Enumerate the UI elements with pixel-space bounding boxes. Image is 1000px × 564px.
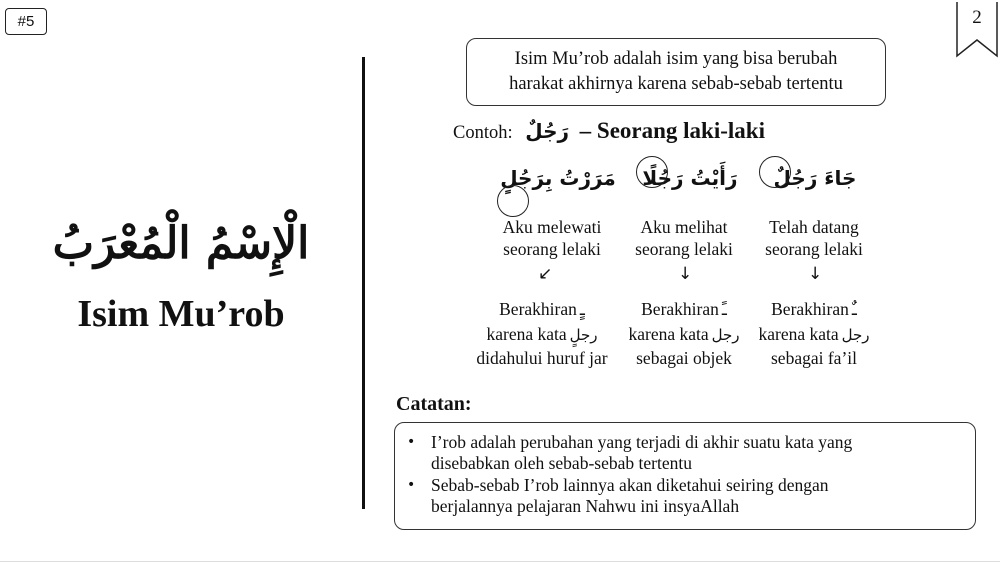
case-1-arabic: مَرَرْتُ بِرَجُلٍ bbox=[500, 166, 616, 190]
case-1-ending-circle bbox=[497, 185, 529, 217]
case-3-arrow-icon: ↓ bbox=[808, 264, 823, 284]
case-3-ending-circle bbox=[759, 156, 791, 188]
case-3-ending-label: Berakhiran bbox=[771, 299, 849, 319]
page-number: 2 bbox=[972, 7, 982, 28]
case-3-reason-detail: sebagai fa’il bbox=[771, 348, 857, 368]
case-3-translation-line-1: Telah datang bbox=[769, 217, 859, 237]
definition-line-2: harakat akhirnya karena sebab-sebab tertentu bbox=[509, 74, 843, 94]
note-item bbox=[405, 475, 965, 517]
case-1-ending-label: Berakhiran bbox=[499, 299, 577, 319]
case-3-explanation bbox=[734, 298, 894, 371]
example-meaning: – Seorang laki-laki bbox=[579, 118, 765, 143]
case-2-arabic: رَأَيْتُ رَجُلًا bbox=[642, 166, 738, 190]
case-1-translation bbox=[477, 216, 627, 260]
case-1-reason-word: رجلٍ bbox=[569, 325, 598, 344]
bullet-icon: • bbox=[407, 434, 416, 450]
notes-title: Catatan: bbox=[396, 393, 472, 415]
case-2-translation-line-1: Aku melihat bbox=[640, 217, 728, 237]
title-arabic: الْإِسْمُ الْمُعْرَبُ bbox=[52, 218, 310, 269]
definition-box bbox=[466, 38, 886, 106]
case-2-ending-circle bbox=[636, 156, 668, 188]
note-item bbox=[405, 432, 965, 474]
page-number-flag bbox=[956, 2, 998, 58]
note-2-line-1: Sebab-sebab I’rob lainnya akan diketahui seiring dengan bbox=[431, 475, 829, 495]
notes-box bbox=[394, 422, 976, 530]
case-1-arrow-icon: ↙ bbox=[538, 264, 553, 284]
case-1-translation-line-2: seorang lelaki bbox=[503, 239, 601, 259]
note-1-line-2: disebabkan oleh sebab-sebab tertentu bbox=[431, 453, 692, 473]
slide-number-badge: #5 bbox=[5, 8, 47, 35]
case-1-reason-prefix: karena kata bbox=[486, 323, 567, 344]
example-line bbox=[453, 118, 765, 144]
case-2-reason-detail: sebagai objek bbox=[636, 348, 732, 368]
vertical-divider bbox=[362, 57, 365, 509]
case-3-reason-prefix: karena kata bbox=[758, 323, 839, 344]
case-2-arrow-icon: ↓ bbox=[678, 264, 693, 284]
case-2-reason-prefix: karena kata bbox=[628, 323, 709, 344]
case-2-translation-line-2: seorang lelaki bbox=[635, 239, 733, 259]
case-1-reason-detail: didahului huruf jar bbox=[476, 348, 608, 368]
bottom-border bbox=[0, 561, 1000, 562]
case-3-arabic: جَاءَ رَجُلٌ bbox=[773, 166, 857, 190]
note-1-line-1: I’rob adalah perubahan yang terjadi di akhir suatu kata yang bbox=[431, 432, 853, 452]
note-2-line-2: berjalannya pelajaran Nahwu ini insyaAllah bbox=[431, 496, 740, 516]
bullet-icon: • bbox=[407, 477, 416, 493]
case-2-reason-word: رجل bbox=[711, 325, 740, 344]
case-1-translation-line-1: Aku melewati bbox=[502, 217, 602, 237]
case-2-translation bbox=[609, 216, 759, 260]
definition-line-1: Isim Mu’rob adalah isim yang bisa berubah bbox=[514, 49, 838, 69]
case-3-ending-mark: ـٌ bbox=[851, 300, 857, 320]
case-1-ending-mark: ـٍ bbox=[579, 300, 585, 320]
title-latin: Isim Mu’rob bbox=[77, 293, 285, 335]
example-arabic: رَجُلٌ bbox=[525, 119, 570, 143]
case-3-translation-line-2: seorang lelaki bbox=[765, 239, 863, 259]
case-1-explanation bbox=[462, 298, 622, 371]
case-2-ending-mark: ـً bbox=[721, 300, 727, 320]
case-3-reason-word: رجل bbox=[841, 325, 870, 344]
case-3-translation bbox=[739, 216, 889, 260]
case-2-ending-label: Berakhiran bbox=[641, 299, 719, 319]
example-label: Contoh: bbox=[453, 123, 513, 143]
